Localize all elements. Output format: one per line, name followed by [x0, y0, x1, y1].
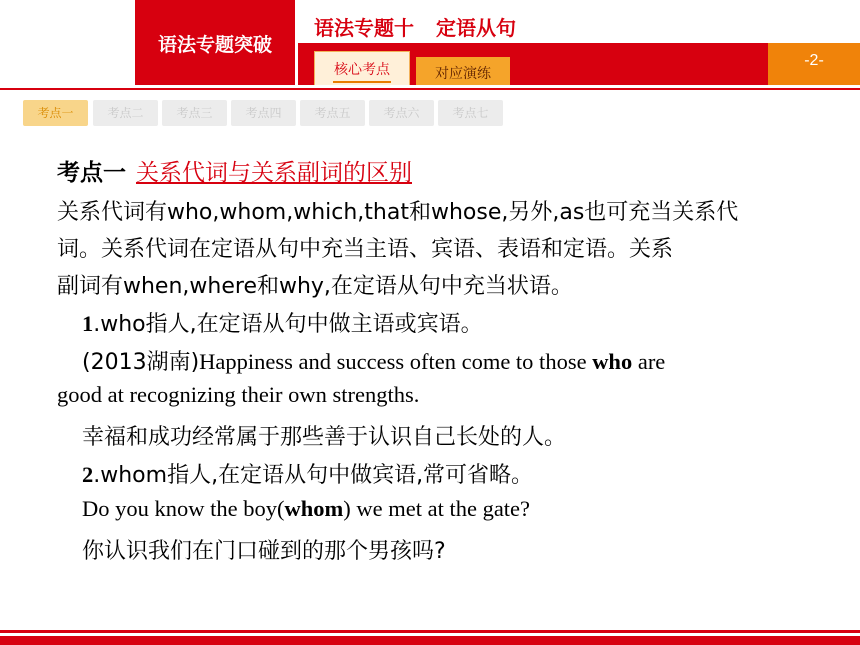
example-1-line-2: good at recognizing their own strengths.: [57, 382, 420, 407]
point-pill-7[interactable]: 考点七: [438, 100, 503, 126]
title-topic: 语法专题十: [314, 16, 414, 40]
example-2-translation: 你认识我们在门口碰到的那个男孩吗?: [82, 539, 446, 564]
footer-rule-thin: [0, 630, 860, 633]
tab-core-points-label: 核心考点: [334, 62, 390, 78]
rule-item-1-text: .who指人,在定语从句中做主语或宾语。: [93, 312, 483, 337]
example-1-line-1: [82, 345, 665, 376]
rule-item-1-number: 1: [82, 311, 94, 336]
intro-line-2: 词。关系代词在定语从句中充当主语、宾语、表语和定语。关系: [57, 237, 674, 262]
heading-title: 关系代词与关系副词的区别: [136, 160, 412, 186]
point-pill-5[interactable]: 考点五: [300, 100, 365, 126]
rule-item-2-number: 2: [82, 462, 94, 487]
example-1-source: (2013湖南): [82, 350, 200, 375]
example-2: [82, 496, 530, 522]
intro-line-3: 副词有when,where和why,在定语从句中充当状语。: [57, 274, 573, 299]
section-heading: [57, 154, 412, 187]
point-pill-3[interactable]: 考点三: [162, 100, 227, 126]
tab-exercises[interactable]: [416, 57, 510, 85]
rule-item-2-text: .whom指人,在定语从句中做宾语,常可省略。: [93, 463, 534, 488]
point-pill-6[interactable]: 考点六: [369, 100, 434, 126]
section-banner: [135, 0, 295, 85]
example-1-post: are: [632, 349, 666, 374]
example-2-keyword: whom: [284, 496, 344, 521]
point-pill-4[interactable]: 考点四: [231, 100, 296, 126]
heading-label: 考点一: [57, 160, 126, 186]
example-2-post: ) we met at the gate?: [343, 496, 531, 521]
intro-line-1: 关系代词有who,whom,which,that和whose,另外,as也可充当关系代: [57, 200, 739, 225]
example-1-pre: Happiness and success often come to those: [199, 349, 593, 374]
example-1-translation: 幸福和成功经常属于那些善于认识自己长处的人。: [82, 425, 567, 450]
example-2-pre: Do you know the boy(: [82, 496, 285, 521]
active-tab-underline: [333, 81, 391, 83]
point-pill-2[interactable]: 考点二: [93, 100, 158, 126]
page-title: [314, 12, 516, 41]
header-rule: [0, 88, 860, 90]
page-number: -2-: [804, 52, 824, 69]
title-subject: 定语从句: [436, 16, 516, 40]
rule-item-1: [82, 307, 483, 338]
tab-exercises-label: 对应演练: [435, 66, 491, 82]
footer-rule-thick: [0, 636, 860, 645]
tab-core-points[interactable]: [314, 51, 410, 85]
point-pill-1[interactable]: 考点一: [23, 100, 88, 126]
example-1-keyword: who: [592, 349, 633, 374]
rule-item-2: [82, 458, 533, 489]
section-title: 语法专题突破: [157, 34, 272, 56]
